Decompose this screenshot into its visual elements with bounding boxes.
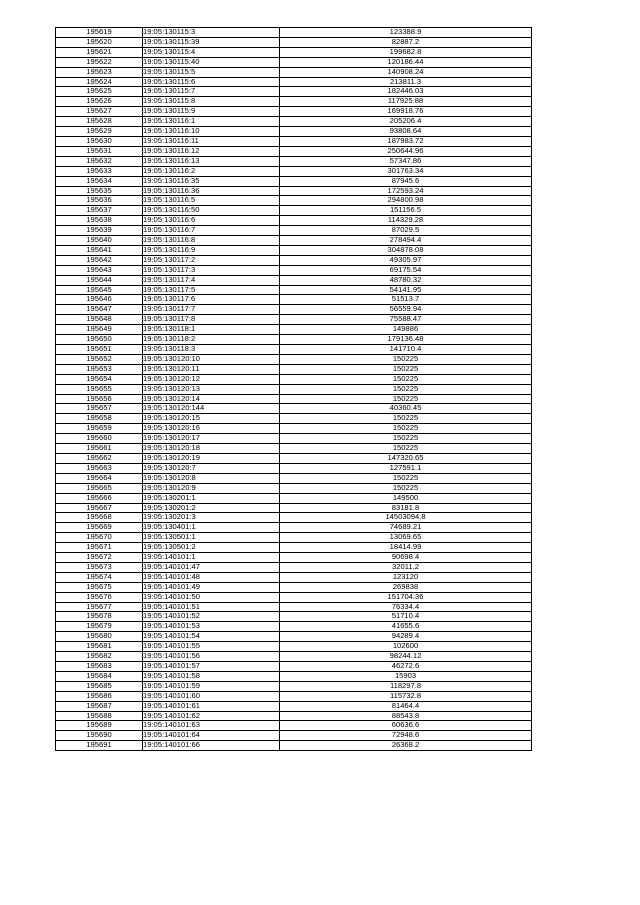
row-id-cell: 195633: [56, 166, 143, 176]
row-id-cell: 195674: [56, 572, 143, 582]
value-cell: 278494.4: [280, 236, 532, 246]
table-row: [56, 354, 532, 364]
value-cell: 150225: [280, 483, 532, 493]
row-id-cell: 195685: [56, 681, 143, 691]
cadastral-number-cell: 19:05:130116:1: [143, 117, 280, 127]
value-cell: 187983.72: [280, 136, 532, 146]
cadastral-number-cell: 19:05:140101:64: [143, 731, 280, 741]
cadastral-number-cell: 19:05:140101:48: [143, 572, 280, 582]
table-row: [56, 513, 532, 523]
cadastral-number-cell: 19:05:130117:5: [143, 285, 280, 295]
table-row: [56, 226, 532, 236]
cadastral-number-cell: 19:05:130116:50: [143, 206, 280, 216]
row-id-cell: 195626: [56, 97, 143, 107]
table-row: [56, 216, 532, 226]
table-row: [56, 295, 532, 305]
value-cell: 269838: [280, 582, 532, 592]
row-id-cell: 195682: [56, 652, 143, 662]
table-row: [56, 285, 532, 295]
row-id-cell: 195681: [56, 642, 143, 652]
cadastral-number-cell: 19:05:130117:6: [143, 295, 280, 305]
row-id-cell: 195623: [56, 67, 143, 77]
row-id-cell: 195643: [56, 265, 143, 275]
value-cell: 150225: [280, 434, 532, 444]
value-cell: 304878.08: [280, 245, 532, 255]
table-row: [56, 315, 532, 325]
table-row: [56, 434, 532, 444]
cadastral-number-cell: 19:05:130116:6: [143, 216, 280, 226]
row-id-cell: 195620: [56, 37, 143, 47]
value-cell: 182446.03: [280, 87, 532, 97]
cadastral-number-cell: 19:05:130120:8: [143, 473, 280, 483]
row-id-cell: 195631: [56, 146, 143, 156]
cadastral-number-cell: 19:05:140101:52: [143, 612, 280, 622]
value-cell: 114329.28: [280, 216, 532, 226]
row-id-cell: 195629: [56, 127, 143, 137]
table-row: [56, 196, 532, 206]
row-id-cell: 195662: [56, 453, 143, 463]
value-cell: 26368.2: [280, 741, 532, 751]
row-id-cell: 195645: [56, 285, 143, 295]
cadastral-number-cell: 19:05:140101:50: [143, 592, 280, 602]
table-row: [56, 721, 532, 731]
table-row: [56, 444, 532, 454]
value-cell: 18414.99: [280, 543, 532, 553]
table-row: [56, 562, 532, 572]
value-cell: 199682.8: [280, 47, 532, 57]
table-row: [56, 127, 532, 137]
value-cell: 46272.6: [280, 662, 532, 672]
value-cell: 51513.7: [280, 295, 532, 305]
table-row: [56, 87, 532, 97]
value-cell: 82887.2: [280, 37, 532, 47]
table-row: [56, 275, 532, 285]
value-cell: 87945.6: [280, 176, 532, 186]
row-id-cell: 195684: [56, 671, 143, 681]
cadastral-number-cell: 19:05:130120:9: [143, 483, 280, 493]
table-row: [56, 394, 532, 404]
value-cell: 94289.4: [280, 632, 532, 642]
table-row: [56, 503, 532, 513]
table-row: [56, 117, 532, 127]
row-id-cell: 195658: [56, 414, 143, 424]
table-row: [56, 305, 532, 315]
value-cell: 57347.86: [280, 156, 532, 166]
value-cell: 98244.12: [280, 652, 532, 662]
row-id-cell: 195636: [56, 196, 143, 206]
value-cell: 93808.64: [280, 127, 532, 137]
row-id-cell: 195661: [56, 444, 143, 454]
row-id-cell: 195650: [56, 335, 143, 345]
cadastral-number-cell: 19:05:130501:2: [143, 543, 280, 553]
value-cell: 69175.54: [280, 265, 532, 275]
table-row: [56, 701, 532, 711]
value-cell: 123120: [280, 572, 532, 582]
row-id-cell: 195628: [56, 117, 143, 127]
table-row: [56, 107, 532, 117]
cadastral-number-cell: 19:05:130116:11: [143, 136, 280, 146]
table-row: [56, 731, 532, 741]
table-row: [56, 483, 532, 493]
row-id-cell: 195664: [56, 473, 143, 483]
cadastral-number-cell: 19:05:130120:11: [143, 364, 280, 374]
cadastral-number-cell: 19:05:130115:4: [143, 47, 280, 57]
cadastral-number-cell: 19:05:140101:58: [143, 671, 280, 681]
table-row: [56, 374, 532, 384]
value-cell: 117925.88: [280, 97, 532, 107]
value-cell: 150225: [280, 374, 532, 384]
table-row: [56, 681, 532, 691]
row-id-cell: 195649: [56, 325, 143, 335]
cadastral-number-cell: 19:05:140101:47: [143, 562, 280, 572]
cadastral-number-cell: 19:05:130120:16: [143, 424, 280, 434]
row-id-cell: 195675: [56, 582, 143, 592]
cadastral-number-cell: 19:05:130117:4: [143, 275, 280, 285]
row-id-cell: 195683: [56, 662, 143, 672]
cadastral-number-cell: 19:05:140101:55: [143, 642, 280, 652]
row-id-cell: 195652: [56, 354, 143, 364]
cadastral-number-cell: 19:05:130116:7: [143, 226, 280, 236]
table-row: [56, 632, 532, 642]
cadastral-number-cell: 19:05:130120:10: [143, 354, 280, 364]
cadastral-number-cell: 19:05:130118:3: [143, 345, 280, 355]
cadastral-number-cell: 19:05:130118:2: [143, 335, 280, 345]
row-id-cell: 195638: [56, 216, 143, 226]
value-cell: 150225: [280, 473, 532, 483]
table-row: [56, 711, 532, 721]
row-id-cell: 195634: [56, 176, 143, 186]
value-cell: 75588.47: [280, 315, 532, 325]
value-cell: 151704.36: [280, 592, 532, 602]
table-row: [56, 67, 532, 77]
row-id-cell: 195654: [56, 374, 143, 384]
row-id-cell: 195651: [56, 345, 143, 355]
row-id-cell: 195624: [56, 77, 143, 87]
cadastral-number-cell: 19:05:130116:10: [143, 127, 280, 137]
cadastral-number-cell: 19:05:130116:12: [143, 146, 280, 156]
value-cell: 60636.6: [280, 721, 532, 731]
value-cell: 151156.5: [280, 206, 532, 216]
value-cell: 120186.44: [280, 57, 532, 67]
row-id-cell: 195641: [56, 245, 143, 255]
cadastral-number-cell: 19:05:130120:12: [143, 374, 280, 384]
table-row: [56, 523, 532, 533]
table-row: [56, 533, 532, 543]
row-id-cell: 195625: [56, 87, 143, 97]
cadastral-number-cell: 19:05:140101:62: [143, 711, 280, 721]
cadastral-number-cell: 19:05:140101:63: [143, 721, 280, 731]
value-cell: 32011.2: [280, 562, 532, 572]
row-id-cell: 195690: [56, 731, 143, 741]
table-row: [56, 572, 532, 582]
cadastral-number-cell: 19:05:130115:40: [143, 57, 280, 67]
value-cell: 48780.32: [280, 275, 532, 285]
value-cell: 150225: [280, 414, 532, 424]
row-id-cell: 195680: [56, 632, 143, 642]
cadastral-number-cell: 19:05:130117:3: [143, 265, 280, 275]
value-cell: 172593.24: [280, 186, 532, 196]
table-row: [56, 37, 532, 47]
row-id-cell: 195687: [56, 701, 143, 711]
value-cell: 150225: [280, 424, 532, 434]
value-cell: 41655.6: [280, 622, 532, 632]
value-cell: 140908.24: [280, 67, 532, 77]
value-cell: 49305.97: [280, 255, 532, 265]
value-cell: 150225: [280, 394, 532, 404]
value-cell: 118297.8: [280, 681, 532, 691]
row-id-cell: 195672: [56, 553, 143, 563]
row-id-cell: 195660: [56, 434, 143, 444]
cadastral-number-cell: 19:05:130120:7: [143, 463, 280, 473]
table-row: [56, 156, 532, 166]
table-row: [56, 28, 532, 38]
row-id-cell: 195691: [56, 741, 143, 751]
cadastral-number-cell: 19:05:130120:18: [143, 444, 280, 454]
row-id-cell: 195669: [56, 523, 143, 533]
value-cell: 169918.76: [280, 107, 532, 117]
cadastral-number-cell: 19:05:130116:36: [143, 186, 280, 196]
row-id-cell: 195637: [56, 206, 143, 216]
table-row: [56, 47, 532, 57]
value-cell: 87029.5: [280, 226, 532, 236]
table-row: [56, 404, 532, 414]
cadastral-number-cell: 19:05:140101:49: [143, 582, 280, 592]
cadastral-number-cell: 19:05:130116:9: [143, 245, 280, 255]
table-row: [56, 424, 532, 434]
value-cell: 83181.8: [280, 503, 532, 513]
row-id-cell: 195659: [56, 424, 143, 434]
cadastral-number-cell: 19:05:130115:6: [143, 77, 280, 87]
row-id-cell: 195630: [56, 136, 143, 146]
table-row: [56, 206, 532, 216]
table-row: [56, 691, 532, 701]
value-cell: 15903: [280, 671, 532, 681]
value-cell: 74689.21: [280, 523, 532, 533]
cadastral-number-cell: 19:05:130201:2: [143, 503, 280, 513]
value-cell: 81464.4: [280, 701, 532, 711]
table-row: [56, 345, 532, 355]
cadastral-number-cell: 19:05:130115:7: [143, 87, 280, 97]
cadastral-number-cell: 19:05:130201:3: [143, 513, 280, 523]
table-row: [56, 186, 532, 196]
value-cell: 76334.4: [280, 602, 532, 612]
table-row: [56, 384, 532, 394]
cadastral-number-cell: 19:05:140101:59: [143, 681, 280, 691]
value-cell: 141710.4: [280, 345, 532, 355]
cadastral-number-cell: 19:05:140101:56: [143, 652, 280, 662]
value-cell: 115732.8: [280, 691, 532, 701]
value-cell: 90698.4: [280, 553, 532, 563]
row-id-cell: 195688: [56, 711, 143, 721]
value-cell: 14503094.8: [280, 513, 532, 523]
row-id-cell: 195646: [56, 295, 143, 305]
cadastral-number-cell: 19:05:130120:144: [143, 404, 280, 414]
cadastral-number-cell: 19:05:130116:2: [143, 166, 280, 176]
table-row: [56, 453, 532, 463]
value-cell: 150225: [280, 384, 532, 394]
cadastral-number-cell: 19:05:130201:1: [143, 493, 280, 503]
cadastral-number-cell: 19:05:130120:19: [143, 453, 280, 463]
value-cell: 294800.98: [280, 196, 532, 206]
row-id-cell: 195667: [56, 503, 143, 513]
cadastral-number-cell: 19:05:140101:60: [143, 691, 280, 701]
row-id-cell: 195673: [56, 562, 143, 572]
table-row: [56, 592, 532, 602]
table-row: [56, 671, 532, 681]
value-cell: 150225: [280, 444, 532, 454]
row-id-cell: 195619: [56, 28, 143, 38]
data-table: [55, 27, 532, 751]
row-id-cell: 195642: [56, 255, 143, 265]
cadastral-number-cell: 19:05:130115:5: [143, 67, 280, 77]
table-row: [56, 97, 532, 107]
cadastral-number-cell: 19:05:130116:35: [143, 176, 280, 186]
row-id-cell: 195648: [56, 315, 143, 325]
table-row: [56, 265, 532, 275]
table-row: [56, 582, 532, 592]
row-id-cell: 195666: [56, 493, 143, 503]
table-row: [56, 325, 532, 335]
table-row: [56, 642, 532, 652]
value-cell: 56559.94: [280, 305, 532, 315]
table-row: [56, 553, 532, 563]
cadastral-number-cell: 19:05:140101:66: [143, 741, 280, 751]
value-cell: 147320.65: [280, 453, 532, 463]
row-id-cell: 195679: [56, 622, 143, 632]
cadastral-number-cell: 19:05:130116:8: [143, 236, 280, 246]
row-id-cell: 195621: [56, 47, 143, 57]
cadastral-number-cell: 19:05:130117:7: [143, 305, 280, 315]
cadastral-number-cell: 19:05:130401:1: [143, 523, 280, 533]
table-row: [56, 662, 532, 672]
row-id-cell: 195671: [56, 543, 143, 553]
table-row: [56, 364, 532, 374]
table-row: [56, 463, 532, 473]
row-id-cell: 195686: [56, 691, 143, 701]
value-cell: 54141.95: [280, 285, 532, 295]
value-cell: 150225: [280, 354, 532, 364]
row-id-cell: 195677: [56, 602, 143, 612]
cadastral-number-cell: 19:05:140101:1: [143, 553, 280, 563]
table-row: [56, 543, 532, 553]
cadastral-number-cell: 19:05:130116:5: [143, 196, 280, 206]
row-id-cell: 195632: [56, 156, 143, 166]
cadastral-number-cell: 19:05:140101:53: [143, 622, 280, 632]
cadastral-number-cell: 19:05:130118:1: [143, 325, 280, 335]
table-row: [56, 335, 532, 345]
table-row: [56, 236, 532, 246]
table-row: [56, 493, 532, 503]
row-id-cell: 195622: [56, 57, 143, 67]
row-id-cell: 195668: [56, 513, 143, 523]
table-row: [56, 602, 532, 612]
cadastral-number-cell: 19:05:140101:51: [143, 602, 280, 612]
row-id-cell: 195657: [56, 404, 143, 414]
row-id-cell: 195678: [56, 612, 143, 622]
table-row: [56, 255, 532, 265]
row-id-cell: 195676: [56, 592, 143, 602]
cadastral-number-cell: 19:05:140101:61: [143, 701, 280, 711]
cadastral-number-cell: 19:05:130115:3: [143, 28, 280, 38]
cadastral-number-cell: 19:05:130501:1: [143, 533, 280, 543]
table-row: [56, 622, 532, 632]
row-id-cell: 195663: [56, 463, 143, 473]
table-row: [56, 741, 532, 751]
row-id-cell: 195640: [56, 236, 143, 246]
value-cell: 127591.1: [280, 463, 532, 473]
value-cell: 179136.48: [280, 335, 532, 345]
value-cell: 205206.4: [280, 117, 532, 127]
row-id-cell: 195653: [56, 364, 143, 374]
row-id-cell: 195639: [56, 226, 143, 236]
table-row: [56, 57, 532, 67]
value-cell: 150225: [280, 364, 532, 374]
row-id-cell: 195656: [56, 394, 143, 404]
cadastral-number-cell: 19:05:130115:39: [143, 37, 280, 47]
row-id-cell: 195627: [56, 107, 143, 117]
cadastral-number-cell: 19:05:140101:54: [143, 632, 280, 642]
cadastral-number-cell: 19:05:130120:17: [143, 434, 280, 444]
value-cell: 149500: [280, 493, 532, 503]
cadastral-number-cell: 19:05:130120:13: [143, 384, 280, 394]
cadastral-number-cell: 19:05:130117:8: [143, 315, 280, 325]
value-cell: 250644.96: [280, 146, 532, 156]
row-id-cell: 195635: [56, 186, 143, 196]
row-id-cell: 195644: [56, 275, 143, 285]
row-id-cell: 195689: [56, 721, 143, 731]
table-row: [56, 166, 532, 176]
value-cell: 149886: [280, 325, 532, 335]
table-row: [56, 146, 532, 156]
value-cell: 72948.6: [280, 731, 532, 741]
table-body: [56, 28, 532, 751]
table-row: [56, 414, 532, 424]
cadastral-number-cell: 19:05:140101:57: [143, 662, 280, 672]
value-cell: 40360.45: [280, 404, 532, 414]
value-cell: 51710.4: [280, 612, 532, 622]
cadastral-number-cell: 19:05:130120:14: [143, 394, 280, 404]
cadastral-number-cell: 19:05:130115:8: [143, 97, 280, 107]
table-row: [56, 612, 532, 622]
table-row: [56, 77, 532, 87]
table-row: [56, 473, 532, 483]
value-cell: 123388.9: [280, 28, 532, 38]
table-row: [56, 176, 532, 186]
row-id-cell: 195665: [56, 483, 143, 493]
cadastral-number-cell: 19:05:130115:9: [143, 107, 280, 117]
row-id-cell: 195647: [56, 305, 143, 315]
value-cell: 13069.65: [280, 533, 532, 543]
value-cell: 301763.34: [280, 166, 532, 176]
value-cell: 213811.3: [280, 77, 532, 87]
cadastral-number-cell: 19:05:130117:2: [143, 255, 280, 265]
table-row: [56, 136, 532, 146]
row-id-cell: 195655: [56, 384, 143, 394]
cadastral-number-cell: 19:05:130116:13: [143, 156, 280, 166]
row-id-cell: 195670: [56, 533, 143, 543]
value-cell: 102600: [280, 642, 532, 652]
table-row: [56, 652, 532, 662]
cadastral-number-cell: 19:05:130120:15: [143, 414, 280, 424]
value-cell: 88543.8: [280, 711, 532, 721]
table-row: [56, 245, 532, 255]
